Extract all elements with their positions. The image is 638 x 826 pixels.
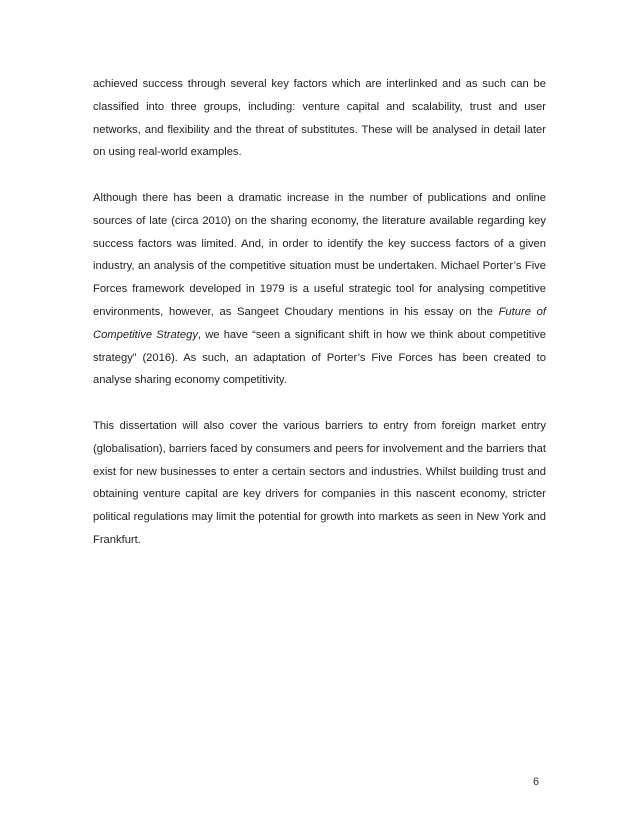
page-body — [93, 73, 546, 575]
paragraph-key-factors: achieved success through several key factors which are interlinked and as such can be classified into three groups, including: venture capital and scalability, trust and user networks, and flexibility and the threat of substitutes. These will be analysed in detail later on using real-world examples. — [93, 78, 546, 159]
italic-essay-title: Future of Competitive Strategy — [93, 305, 546, 341]
page-number: 6 — [533, 776, 540, 788]
paragraph-literature-text-2: , we have “seen a significant shift in how we think about competitive strategy” (2016). As such, an adaptation of Porter’s Five Forces has been created to analyse sharing economy competitivity. — [93, 328, 546, 387]
paragraph-literature-text-1: Although there has been a dramatic increase in the number of publications and online sources of late (circa 2010) on the sharing economy, the literature available regarding key success factors was limited. And, in order to identify the key success factors of a given industry, an analysis of the competitive situation must be undertaken. Michael Porter’s Five Forces framework developed in 1979 is a useful strategic tool for analysing competitive environments, however, as Sangeet Choudary mentions in his essay on the — [93, 191, 546, 318]
paragraph-literature-review — [93, 187, 546, 392]
paragraph-barriers-to-entry: This dissertation will also cover the various barriers to entry from foreign market entry (globalisation), barriers faced by consumers and peers for involvement and the barriers that exist for new businesses to enter a certain sectors and industries. Whilst building trust and obtaining venture capital are key drivers for companies in this nascent economy, stricter political regulations may limit the potential for growth into markets as seen in New York and Frankfurt. — [93, 419, 546, 546]
